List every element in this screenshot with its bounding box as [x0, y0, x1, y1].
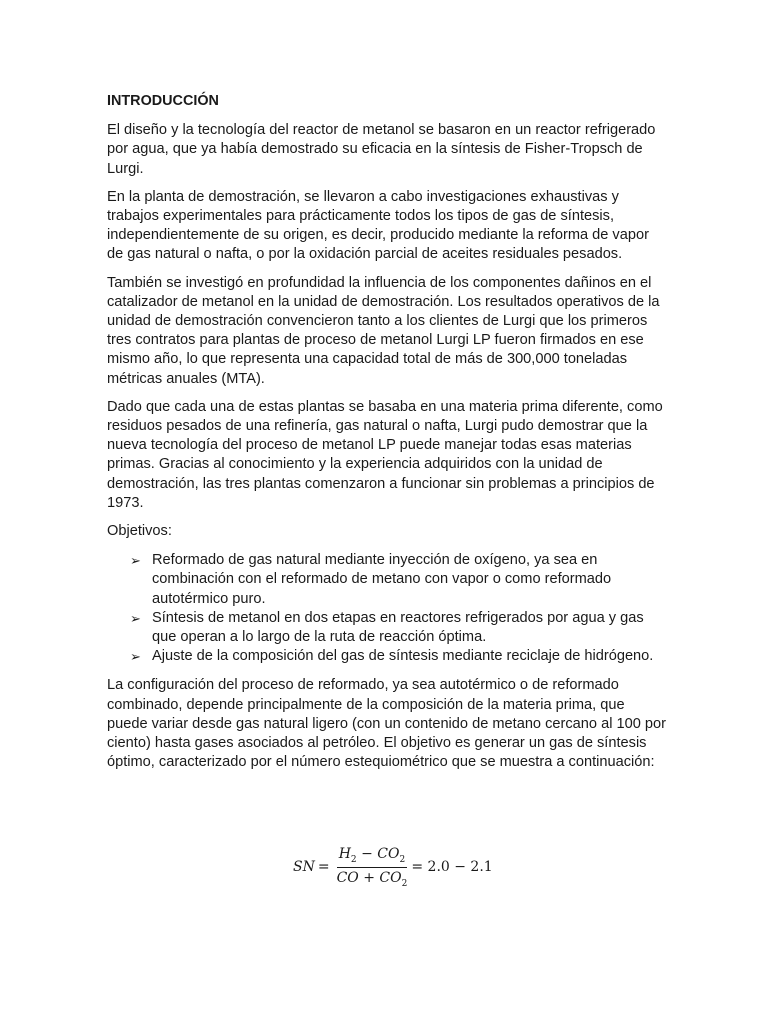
- objective-text: Ajuste de la composición del gas de síntesis mediante reciclaje de hidrógeno.: [152, 648, 654, 665]
- section-heading: INTRODUCCIÓN: [107, 93, 219, 109]
- denominator-co: CO: [336, 869, 359, 886]
- formula-denominator: [337, 868, 408, 889]
- denominator-co2: CO: [379, 869, 402, 886]
- numerator-co-sub: 2: [399, 854, 406, 865]
- arrow-bullet-icon: ➢: [130, 610, 141, 626]
- numerator-minus: −: [356, 846, 378, 862]
- objective-text: Reformado de gas natural mediante inyección de oxígeno, ya sea en combinación con el reformado de metano con vapor o como reformado autotérmico puro.: [152, 552, 612, 607]
- paragraph-4: Dado que cada una de estas plantas se basaba en una materia prima diferente, como residuos pesados de una refinería, gas natural o nafta, Lurgi pudo demostrar que la nueva tecnología del proceso de metanol LP puede manejar todas esas materias primas. Gracias al conocimiento y la experiencia adquiridos con la unidad de demostración, las tres plantas comenzaron a funcionar sin problemas a principios de 1973.: [107, 398, 663, 511]
- objective-item: [107, 647, 667, 666]
- paragraph-3: También se investigó en profundidad la influencia de los componentes dañinos en el catalizador de metanol en la unidad de demostración. Los resultados operativos de la unidad de demostración convencieron tanto a los clientes de Lurgi que los primeros tres contratos para plantas de proceso de metanol Lurgi LP fueron firmados en ese mismo año, lo que representa una capacidad total de más de 300,000 toneladas métricas anuales (MTA).: [107, 274, 660, 387]
- numerator-h: H: [338, 846, 351, 862]
- numerator-co: CO: [377, 846, 400, 862]
- arrow-bullet-icon: ➢: [130, 649, 141, 665]
- objective-text: Síntesis de metanol en dos etapas en reactores refrigerados por agua y gas que operan a lo largo de la ruta de reacción óptima.: [152, 609, 644, 646]
- paragraph-1: El diseño y la tecnología del reactor de metanol se basaron en un reactor refrigerado por agua, que ya había demostrado su eficacia en la síntesis de Fisher-Tropsch de Lurgi.: [107, 122, 656, 177]
- paragraph-2: En la planta de demostración, se llevaron a cabo investigaciones exhaustivas y trabajos experimentales para prácticamente todos los tipos de gas de síntesis, independientemente de su origen, es decir, producido mediante la reforma de vapor de gas natural o nafta, o por la oxidación parcial de aceites residuales pesados.: [107, 188, 649, 263]
- denominator-co2-sub: 2: [401, 878, 408, 889]
- document-body: [107, 92, 667, 782]
- numerator-h-sub: 2: [350, 854, 357, 865]
- formula-numerator: [337, 846, 408, 868]
- denominator-plus: +: [358, 869, 380, 886]
- closing-paragraph: La configuración del proceso de reformado, ya sea autotérmico o de reformado combinado, depende principalmente de la composición de la materia prima, que puede variar desde gas natural ligero (con un contenido de metano cercano al 100 por ciento) hasta gases asociados al petróleo. El objetivo es generar un gas de síntesis óptimo, caracterizado por el número estequiométrico que se muestra a continuación:: [107, 677, 666, 771]
- formula-lhs: SN: [293, 859, 315, 876]
- objective-item: [107, 609, 667, 647]
- formula-rhs: = 2.0 − 2.1: [411, 859, 493, 876]
- stoichiometric-number-formula: [293, 846, 493, 889]
- objective-item: [107, 551, 667, 609]
- formula-fraction: [337, 846, 408, 889]
- formula-equals: =: [317, 859, 330, 876]
- arrow-bullet-icon: ➢: [130, 553, 141, 569]
- objectives-list: [107, 551, 667, 666]
- objectives-label: Objetivos:: [107, 523, 172, 540]
